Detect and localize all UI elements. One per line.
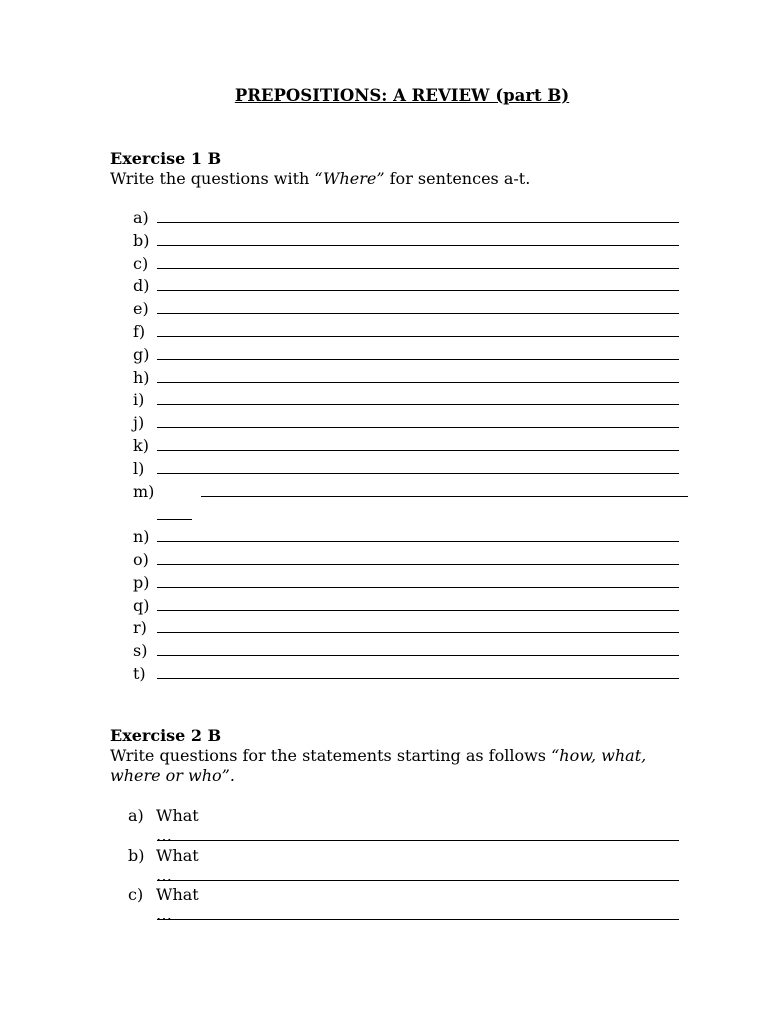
- question-prompt: What …: [156, 845, 199, 885]
- instruction-emphasis: “how, what, where or who”.: [110, 746, 647, 785]
- instruction-emphasis: “Where”: [314, 169, 385, 188]
- item-letter: b): [133, 230, 150, 250]
- item-letter: k): [133, 435, 149, 455]
- item-letter: l): [133, 458, 145, 478]
- answer-blank-line[interactable]: [157, 290, 679, 291]
- item-letter: a): [128, 806, 144, 825]
- item-letter: a): [133, 208, 149, 227]
- answer-blank-line[interactable]: [157, 519, 192, 520]
- item-letter: o): [133, 549, 149, 569]
- exercise-2-instruction: [110, 746, 680, 786]
- item-letter: m): [133, 481, 155, 501]
- item-letter: c): [128, 885, 144, 904]
- answer-blank-line[interactable]: [157, 632, 679, 633]
- item-letter: i): [133, 390, 145, 410]
- answer-blank-line[interactable]: [157, 450, 679, 451]
- answer-blank-line[interactable]: [157, 222, 679, 223]
- answer-blank-line[interactable]: [157, 473, 679, 474]
- answer-blank-line[interactable]: [157, 564, 679, 565]
- item-letter: e): [133, 299, 149, 319]
- item-letter: j): [133, 413, 145, 433]
- answer-blank-line[interactable]: [157, 541, 679, 542]
- question-prompt: What …: [156, 806, 199, 845]
- instruction-text: Write questions for the statements starting as follows: [110, 746, 552, 765]
- item-letter: s): [133, 641, 148, 661]
- answer-blank-line[interactable]: [157, 382, 679, 383]
- answer-blank-line[interactable]: [157, 313, 679, 314]
- exercise-1-heading: Exercise 1 B: [110, 149, 222, 168]
- answer-blank-line[interactable]: [157, 268, 679, 269]
- page-title: PREPOSITIONS: A REVIEW (part B): [234, 86, 570, 105]
- item-letter: r): [133, 618, 147, 638]
- item-letter: q): [133, 595, 150, 615]
- exercise-1-instruction: [110, 169, 680, 189]
- answer-blank-line[interactable]: [157, 610, 679, 611]
- item-letter: t): [133, 663, 146, 683]
- answer-blank-line[interactable]: [157, 245, 679, 246]
- answer-blank-line[interactable]: [157, 840, 679, 841]
- item-letter: g): [133, 344, 150, 364]
- item-letter: c): [133, 253, 149, 273]
- answer-blank-line[interactable]: [157, 587, 679, 588]
- answer-blank-line[interactable]: [157, 880, 679, 881]
- answer-blank-line[interactable]: [157, 655, 679, 656]
- answer-blank-line[interactable]: [157, 919, 679, 920]
- item-letter: h): [133, 367, 150, 387]
- answer-blank-line[interactable]: [157, 427, 679, 428]
- exercise-2-heading: Exercise 2 B: [110, 726, 222, 745]
- item-letter: b): [128, 845, 145, 865]
- instruction-text: for sentences a-t.: [384, 169, 531, 188]
- answer-blank-line[interactable]: [157, 336, 679, 337]
- answer-blank-line[interactable]: [201, 496, 688, 497]
- item-letter: f): [133, 321, 146, 341]
- item-letter: n): [133, 527, 150, 547]
- item-letter: d): [133, 276, 150, 296]
- question-prompt: What …: [156, 885, 199, 924]
- answer-blank-line[interactable]: [157, 678, 679, 679]
- item-letter: p): [133, 572, 150, 592]
- instruction-text: Write the questions with: [110, 169, 315, 188]
- answer-blank-line[interactable]: [157, 404, 679, 405]
- answer-blank-line[interactable]: [157, 359, 679, 360]
